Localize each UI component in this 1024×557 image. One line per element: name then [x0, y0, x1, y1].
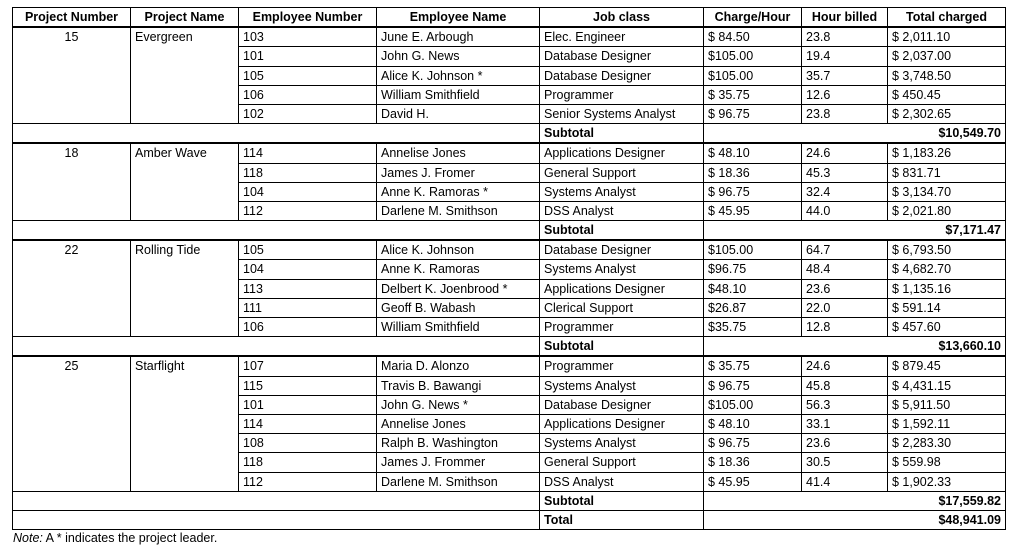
charge-per-hour: $ 96.75 [704, 434, 802, 453]
note-prefix: Note: [13, 531, 43, 545]
employee-name: Darlene M. Smithson [377, 472, 540, 491]
subtotal-value: $17,559.82 [704, 491, 1006, 510]
subtotal-row [13, 491, 1006, 510]
hours-billed: 32.4 [802, 182, 888, 201]
subtotal-label: Subtotal [540, 337, 704, 357]
charge-per-hour: $ 18.36 [704, 163, 802, 182]
subtotal-row [13, 337, 1006, 357]
header-employee-number: Employee Number [239, 8, 377, 28]
hours-billed: 41.4 [802, 472, 888, 491]
employee-name: William Smithfield [377, 85, 540, 104]
total-charged: $ 1,135.16 [888, 279, 1006, 298]
header-charge-hour: Charge/Hour [704, 8, 802, 28]
header-row [13, 8, 1006, 28]
employee-name: Ralph B. Washington [377, 434, 540, 453]
employee-name: John G. News * [377, 395, 540, 414]
total-charged: $ 879.45 [888, 356, 1006, 376]
employee-name: Darlene M. Smithson [377, 201, 540, 220]
footnote [13, 531, 217, 545]
hours-billed: 33.1 [802, 414, 888, 433]
charge-per-hour: $105.00 [704, 47, 802, 66]
header-project-name: Project Name [131, 8, 239, 28]
charge-per-hour: $ 35.75 [704, 85, 802, 104]
header-project-number: Project Number [13, 8, 131, 28]
job-class: Applications Designer [540, 414, 704, 433]
employee-number: 114 [239, 414, 377, 433]
charge-per-hour: $ 48.10 [704, 143, 802, 163]
employee-name: Alice K. Johnson [377, 240, 540, 260]
charge-per-hour: $ 45.95 [704, 472, 802, 491]
total-charged: $ 4,431.15 [888, 376, 1006, 395]
charge-per-hour: $105.00 [704, 66, 802, 85]
charge-per-hour: $105.00 [704, 240, 802, 260]
total-charged: $ 6,793.50 [888, 240, 1006, 260]
job-class: Clerical Support [540, 298, 704, 317]
table-row [13, 240, 1006, 260]
total-charged: $ 3,134.70 [888, 182, 1006, 201]
charge-per-hour: $ 45.95 [704, 201, 802, 220]
total-charged: $ 2,011.10 [888, 27, 1006, 47]
employee-number: 118 [239, 163, 377, 182]
job-class: Database Designer [540, 47, 704, 66]
job-class: Programmer [540, 85, 704, 104]
total-label: Total [540, 510, 704, 529]
employee-name: John G. News [377, 47, 540, 66]
hours-billed: 23.6 [802, 434, 888, 453]
hours-billed: 48.4 [802, 260, 888, 279]
hours-billed: 64.7 [802, 240, 888, 260]
hours-billed: 24.6 [802, 356, 888, 376]
project-charges-table [12, 7, 1006, 530]
employee-name: Alice K. Johnson * [377, 66, 540, 85]
employee-name: June E. Arbough [377, 27, 540, 47]
charge-per-hour: $ 84.50 [704, 27, 802, 47]
hours-billed: 23.8 [802, 104, 888, 123]
job-class: Programmer [540, 318, 704, 337]
hours-billed: 12.8 [802, 318, 888, 337]
job-class: Senior Systems Analyst [540, 104, 704, 123]
hours-billed: 35.7 [802, 66, 888, 85]
employee-name: James J. Frommer [377, 453, 540, 472]
employee-number: 105 [239, 240, 377, 260]
employee-number: 108 [239, 434, 377, 453]
employee-number: 113 [239, 279, 377, 298]
job-class: Database Designer [540, 66, 704, 85]
project-number: 15 [13, 27, 131, 123]
total-charged: $ 4,682.70 [888, 260, 1006, 279]
project-number: 18 [13, 143, 131, 220]
subtotal-row [13, 221, 1006, 241]
total-charged: $ 2,302.65 [888, 104, 1006, 123]
subtotal-spacer [13, 221, 540, 241]
subtotal-label: Subtotal [540, 491, 704, 510]
charge-per-hour: $35.75 [704, 318, 802, 337]
subtotal-row [13, 124, 1006, 144]
employee-name: Geoff B. Wabash [377, 298, 540, 317]
charge-per-hour: $ 48.10 [704, 414, 802, 433]
employee-name: Delbert K. Joenbrood * [377, 279, 540, 298]
total-spacer [13, 510, 540, 529]
total-charged: $ 5,911.50 [888, 395, 1006, 414]
total-charged: $ 1,183.26 [888, 143, 1006, 163]
hours-billed: 44.0 [802, 201, 888, 220]
job-class: Elec. Engineer [540, 27, 704, 47]
job-class: Applications Designer [540, 279, 704, 298]
total-charged: $ 591.14 [888, 298, 1006, 317]
employee-number: 104 [239, 182, 377, 201]
employee-number: 107 [239, 356, 377, 376]
header-employee-name: Employee Name [377, 8, 540, 28]
total-charged: $ 1,902.33 [888, 472, 1006, 491]
employee-number: 115 [239, 376, 377, 395]
total-charged: $ 559.98 [888, 453, 1006, 472]
hours-billed: 45.8 [802, 376, 888, 395]
total-charged: $ 2,037.00 [888, 47, 1006, 66]
employee-number: 112 [239, 201, 377, 220]
hours-billed: 30.5 [802, 453, 888, 472]
job-class: DSS Analyst [540, 472, 704, 491]
employee-number: 105 [239, 66, 377, 85]
job-class: Programmer [540, 356, 704, 376]
job-class: Systems Analyst [540, 260, 704, 279]
subtotal-label: Subtotal [540, 221, 704, 241]
subtotal-label: Subtotal [540, 124, 704, 144]
header-hour-billed: Hour billed [802, 8, 888, 28]
charge-per-hour: $ 96.75 [704, 376, 802, 395]
hours-billed: 23.8 [802, 27, 888, 47]
total-charged: $ 2,283.30 [888, 434, 1006, 453]
job-class: General Support [540, 163, 704, 182]
project-name: Evergreen [131, 27, 239, 123]
employee-name: Anne K. Ramoras * [377, 182, 540, 201]
employee-name: James J. Fromer [377, 163, 540, 182]
employee-number: 106 [239, 318, 377, 337]
job-class: DSS Analyst [540, 201, 704, 220]
employee-number: 112 [239, 472, 377, 491]
hours-billed: 45.3 [802, 163, 888, 182]
job-class: Applications Designer [540, 143, 704, 163]
hours-billed: 24.6 [802, 143, 888, 163]
subtotal-spacer [13, 337, 540, 357]
charge-per-hour: $ 96.75 [704, 104, 802, 123]
total-charged: $ 450.45 [888, 85, 1006, 104]
total-charged: $ 2,021.80 [888, 201, 1006, 220]
total-charged: $ 457.60 [888, 318, 1006, 337]
hours-billed: 23.6 [802, 279, 888, 298]
charge-per-hour: $26.87 [704, 298, 802, 317]
subtotal-value: $7,171.47 [704, 221, 1006, 241]
employee-number: 101 [239, 47, 377, 66]
charge-per-hour: $ 18.36 [704, 453, 802, 472]
job-class: Database Designer [540, 240, 704, 260]
employee-number: 111 [239, 298, 377, 317]
charge-per-hour: $48.10 [704, 279, 802, 298]
table-row [13, 27, 1006, 47]
employee-number: 104 [239, 260, 377, 279]
job-class: Systems Analyst [540, 182, 704, 201]
subtotal-spacer [13, 124, 540, 144]
charge-per-hour: $ 96.75 [704, 182, 802, 201]
hours-billed: 12.6 [802, 85, 888, 104]
job-class: Database Designer [540, 395, 704, 414]
subtotal-value: $10,549.70 [704, 124, 1006, 144]
project-number: 25 [13, 356, 131, 491]
project-name: Rolling Tide [131, 240, 239, 336]
total-charged: $ 1,592.11 [888, 414, 1006, 433]
job-class: Systems Analyst [540, 376, 704, 395]
project-name: Starflight [131, 356, 239, 491]
header-job-class: Job class [540, 8, 704, 28]
note-text: A * indicates the project leader. [42, 531, 218, 545]
charge-per-hour: $96.75 [704, 260, 802, 279]
employee-name: William Smithfield [377, 318, 540, 337]
hours-billed: 56.3 [802, 395, 888, 414]
total-charged: $ 831.71 [888, 163, 1006, 182]
job-class: General Support [540, 453, 704, 472]
total-charged: $ 3,748.50 [888, 66, 1006, 85]
subtotal-value: $13,660.10 [704, 337, 1006, 357]
hours-billed: 22.0 [802, 298, 888, 317]
employee-number: 103 [239, 27, 377, 47]
employee-number: 101 [239, 395, 377, 414]
grand-total-value: $48,941.09 [704, 510, 1006, 529]
employee-name: Travis B. Bawangi [377, 376, 540, 395]
project-name: Amber Wave [131, 143, 239, 220]
employee-number: 102 [239, 104, 377, 123]
total-row [13, 510, 1006, 529]
subtotal-spacer [13, 491, 540, 510]
hours-billed: 19.4 [802, 47, 888, 66]
employee-name: Annelise Jones [377, 143, 540, 163]
employee-number: 118 [239, 453, 377, 472]
table-row [13, 143, 1006, 163]
employee-name: David H. [377, 104, 540, 123]
employee-number: 114 [239, 143, 377, 163]
charge-per-hour: $ 35.75 [704, 356, 802, 376]
header-total-charged: Total charged [888, 8, 1006, 28]
employee-name: Annelise Jones [377, 414, 540, 433]
project-number: 22 [13, 240, 131, 336]
job-class: Systems Analyst [540, 434, 704, 453]
employee-name: Anne K. Ramoras [377, 260, 540, 279]
employee-name: Maria D. Alonzo [377, 356, 540, 376]
employee-number: 106 [239, 85, 377, 104]
table-row [13, 356, 1006, 376]
table-body [13, 27, 1006, 529]
invoice-sheet [12, 7, 1006, 530]
charge-per-hour: $105.00 [704, 395, 802, 414]
